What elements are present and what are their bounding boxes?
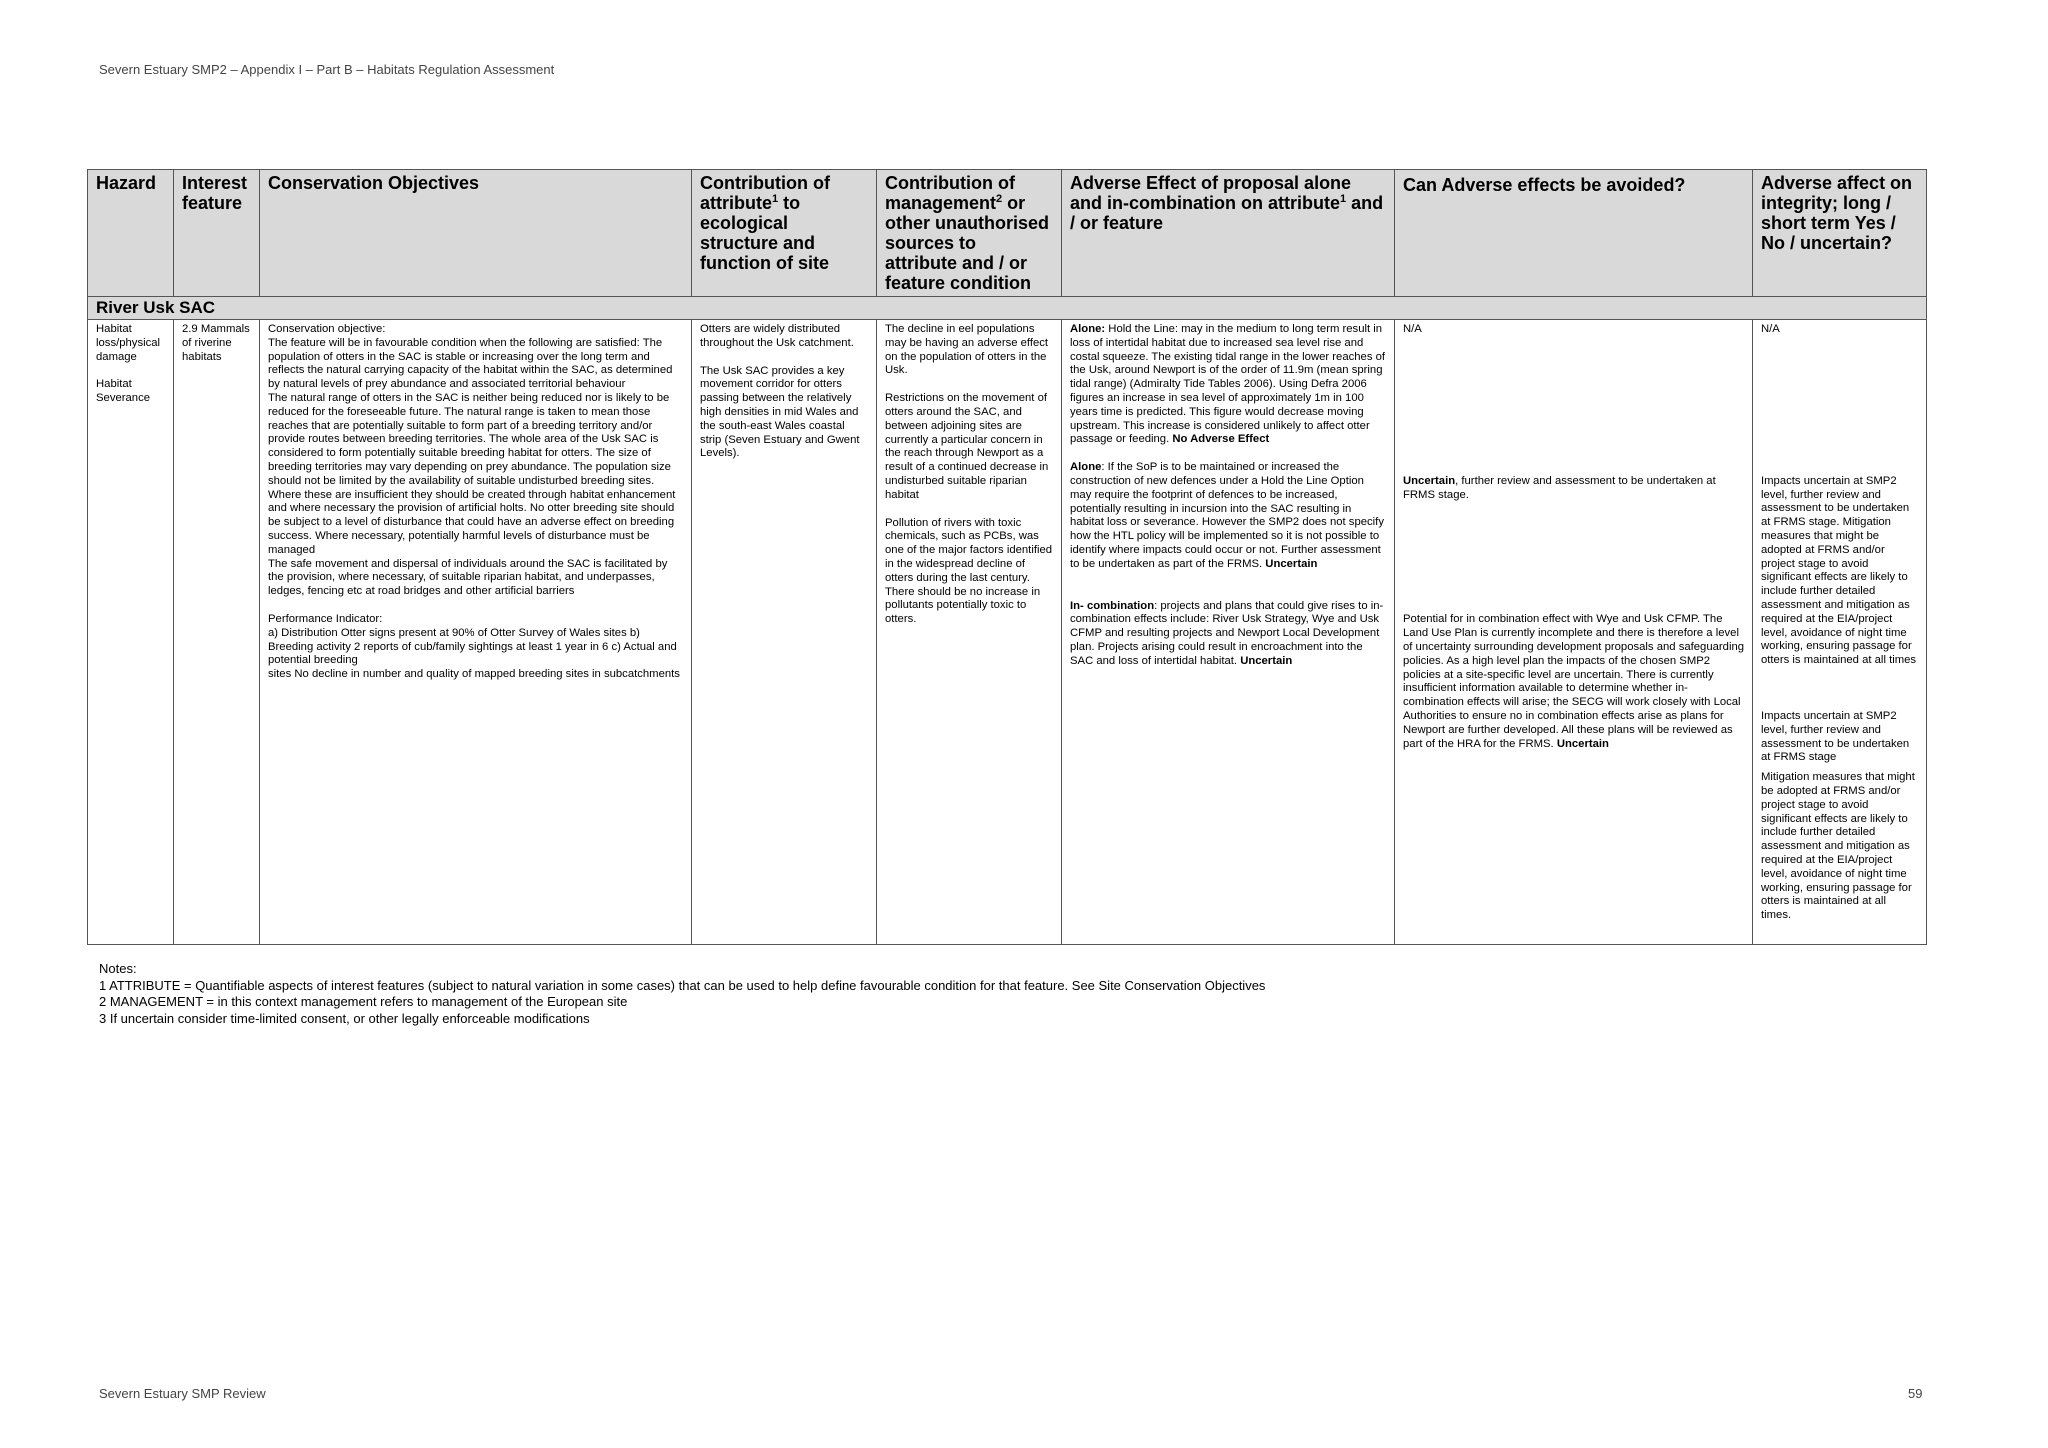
contribution-paragraph: The Usk SAC provides a key movement corridor for otters passing between the relatively high densities in mid Wales and the south-east Wales coastal strip (Seven Estuary and Gwent Levels).	[700, 364, 860, 460]
conservation-title: Conservation objective:	[268, 323, 386, 335]
hazard-text: Habitat loss/physical damage	[96, 323, 161, 363]
integrity-paragraph: Impacts uncertain at SMP2 level, further review and assessment to be undertaken at FRMS stage. Mitigation measures that might be adopted at FRMS and/or project stage to avoid significant effects are likely to include further detailed assessment and mitigation as required at the EIA/project level, avoidance of night time working, ensuring passage for otters is maintained at all times	[1761, 474, 1917, 667]
section-title: River Usk SAC	[88, 297, 1927, 320]
header-interest-feature: Interest feature	[174, 170, 260, 297]
conservation-paragraph: The natural range of otters in the SAC is neither being reduced nor is likely to be reduced for the foreseeable future. The natural range is taken to mean those reaches that are potentially suitable to form part of a breeding territory and/or provide routes between breeding territories. The whole area of the Usk SAC is considered to form potentially suitable breeding habitat for otters. The size of breeding territories may vary depending on prey abundance. The population size should not be limited by the availability of suitable undisturbed breeding sites. Where these are insufficient they should be created through habitat enhancement and where necessary the provision of artificial holts. No otter breeding site should be subject to a level of disturbance that could have an adverse effect on breeding success. Where necessary, potentially harmful levels of disturbance must be managed	[268, 391, 676, 556]
running-footer: Severn Estuary SMP Review	[99, 1386, 266, 1401]
header-adverse-effect: Adverse Effect of proposal alone and in-combination on attribute$^1$ and / or feature	[1062, 170, 1395, 297]
notes	[99, 961, 1265, 1027]
performance-text: a) Distribution Otter signs present at 90% of Otter Survey of Wales sites b) Breeding activity 2 reports of cub/family sightings at least 1 year in 6 c) Actual and potential breeding	[268, 626, 677, 667]
adverse-alone-hold-line: Alone: Hold the Line: may in the medium to long term result in loss of intertidal habitat due to increased sea level rise and costal squeeze. The existing tidal range in the lower reaches of the Usk, around Newport is of the order of 11.9m (mean spring tidal range) (Admiralty Tide Tables 2006). Using Defra 2006 figures an increase in sea level of approximately 1m in 100 years time is predicted. This figure would decrease moving upstream. This increase is considered unlikely to affect otter passage or feeding. No Adverse Effect	[1070, 323, 1386, 446]
integrity-paragraph: Impacts uncertain at SMP2 level, further review and assessment to be undertaken at FRMS stage	[1761, 709, 1910, 764]
cell-hazard	[88, 320, 174, 945]
management-paragraph: The decline in eel populations may be having an adverse effect on the population of otters in the Usk.	[885, 323, 1049, 377]
integrity-na: N/A	[1761, 323, 1780, 335]
management-paragraph: Pollution of rivers with toxic chemicals, such as PCBs, was one of the major factors identified in the widespread decline of otters during the last century. There should be no increase in pollutants potentially toxic to otters.	[885, 516, 1053, 626]
interest-text: 2.9 Mammals of riverine habitats	[182, 323, 250, 363]
section-row	[88, 297, 1927, 320]
cell-adverse-effect	[1062, 320, 1395, 945]
page-number: 59	[1908, 1386, 1923, 1401]
adverse-in-combination: In- combination: projects and plans that could give rises to in-combination effects include: River Usk Strategy, Wye and Usk CFMP and resulting projects and Newport Local Development plan. Projects arising could result in encroachment into the SAC and loss of intertidal habitat. Uncertain	[1070, 599, 1384, 667]
notes-title: Notes:	[99, 961, 137, 976]
avoided-uncertain: Uncertain, further review and assessment to be undertaken at FRMS stage.	[1403, 474, 1716, 501]
cell-contribution-management	[877, 320, 1062, 945]
conservation-paragraph: The feature will be in favourable condition when the following are satisfied: The population of otters in the SAC is stable or increasing over the long term and reflects the natural carrying capacity of the habitat within the SAC, as determined by natural levels of prey abundance and associated territorial behaviour	[268, 336, 673, 391]
cell-conservation-objectives	[260, 320, 692, 945]
hazard-text: Habitat Severance	[96, 378, 151, 405]
avoided-in-combination: Potential for in combination effect with Wye and Usk CFMP. The Land Use Plan is currently incomplete and there is therefore a level of uncertainty surrounding development proposals and safeguarding policies. As a high level plan the impacts of the chosen SMP2 policies at a site-specific level are uncertain. There is currently insufficient information available to determine whether in-combination effects will arise; the SECG will work closely with Local Authorities to ensure no in combination effects arise as plans for Newport are further developed. All these plans will be reviewed as part of the HRA for the FRMS. Uncertain	[1403, 613, 1745, 750]
note-item: 2 MANAGEMENT = in this context management refers to management of the European site	[99, 994, 628, 1009]
avoided-na: N/A	[1403, 323, 1422, 335]
cell-contribution-attribute	[692, 320, 877, 945]
note-item: 3 If uncertain consider time-limited consent, or other legally enforceable modifications	[99, 1010, 590, 1026]
header-integrity: Adverse affect on integrity; long / short term Yes / No / uncertain?	[1753, 170, 1927, 297]
management-paragraph: Restrictions on the movement of otters around the SAC, and between adjoining sites are currently a particular concern in the reach through Newport as a result of a continued decrease in undisturbed suitable riparian habitat	[885, 392, 1049, 501]
contribution-paragraph: Otters are widely distributed throughout the Usk catchment.	[700, 323, 854, 349]
table-row	[88, 320, 1927, 945]
performance-title: Performance Indicator:	[268, 612, 383, 625]
header-contribution-attribute: Contribution of attribute$^1$ to ecological structure and function of site	[692, 170, 877, 297]
header-hazard: Hazard	[88, 170, 174, 297]
header-contribution-management: Contribution of management$^2$ or other unauthorised sources to attribute and / or feature condition	[877, 170, 1062, 297]
performance-text: sites No decline in number and quality of mapped breeding sites in subcatchments	[268, 668, 680, 681]
cell-integrity	[1753, 320, 1927, 945]
header-can-be-avoided: Can Adverse effects be avoided?	[1395, 170, 1753, 297]
cell-can-be-avoided	[1395, 320, 1753, 945]
running-header: Severn Estuary SMP2 – Appendix I – Part B – Habitats Regulation Assessment	[99, 62, 555, 77]
hra-table	[87, 169, 1927, 945]
cell-interest-feature	[174, 320, 260, 945]
header-conservation-objectives: Conservation Objectives	[260, 170, 692, 297]
note-item: 1 ATTRIBUTE = Quantifiable aspects of interest features (subject to natural variation in some cases) that can be used to help define favourable condition for that feature. See Site Conservation Objectives	[99, 977, 1266, 993]
header-row	[88, 170, 1927, 297]
conservation-paragraph: The safe movement and dispersal of individuals around the SAC is facilitated by the provision, where necessary, of suitable riparian habitat, and underpasses, ledges, fencing etc at road bridges and other artificial barriers	[268, 557, 668, 598]
integrity-paragraph: Mitigation measures that might be adopted at FRMS and/or project stage to avoid significant effects are likely to include further detailed assessment and mitigation as required at the EIA/project level, avoidance of night time working, ensuring passage for otters is maintained at all times.	[1761, 771, 1915, 922]
adverse-alone-sop: Alone: If the SoP is to be maintained or increased the construction of new defences under a Hold the Line Option may require the footprint of defences to be increased, potentially resulting in incursion into the SAC resulting in habitat loss or severance. However the SMP2 does not specify how the HTL policy will be implemented so it is not possible to identify where impacts could occur or not. Further assessment to be undertaken as part of the FRMS. Uncertain	[1070, 461, 1384, 570]
